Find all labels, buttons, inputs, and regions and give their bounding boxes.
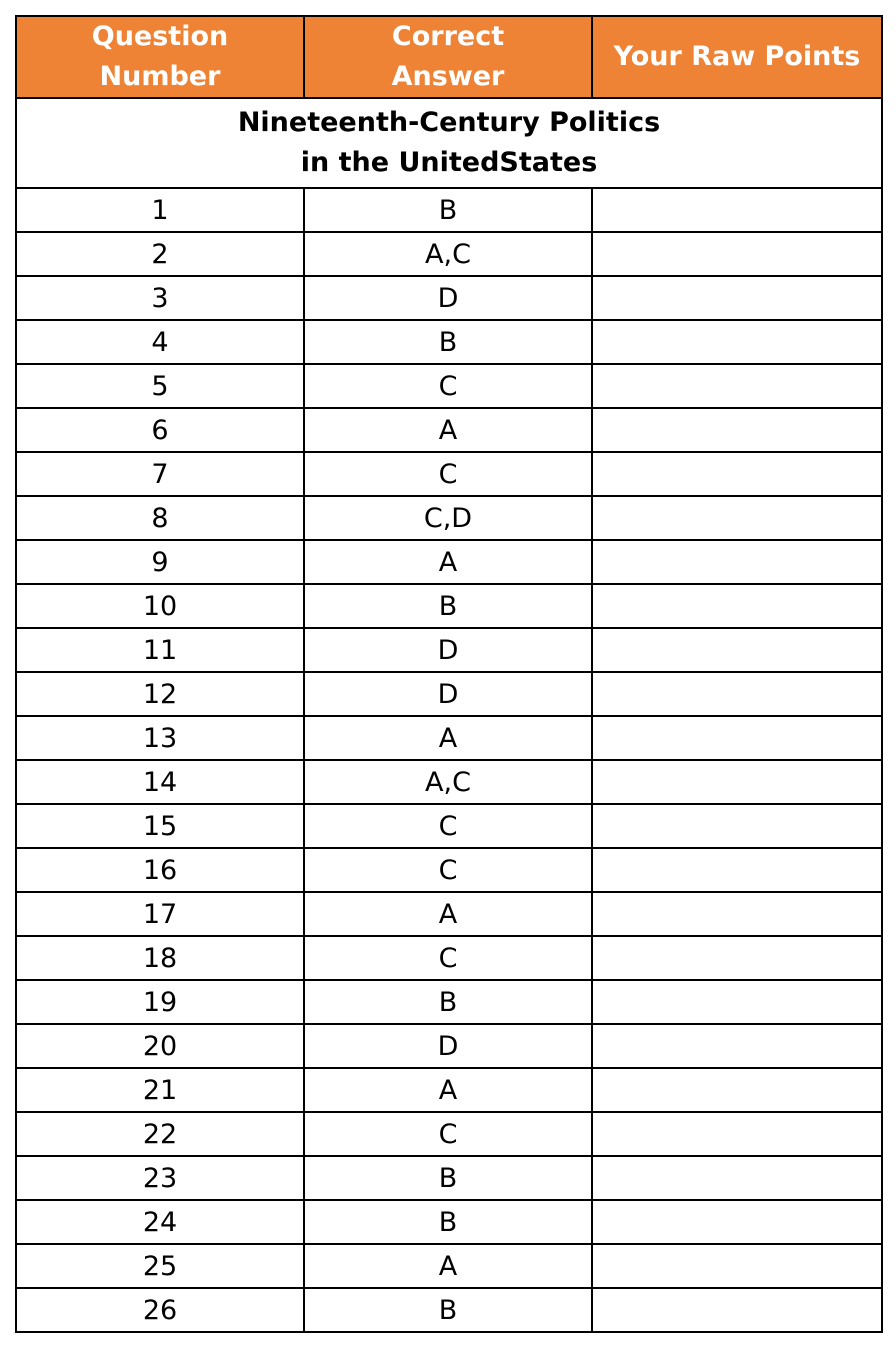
correct-answer-cell: B	[304, 188, 592, 232]
raw-points-cell[interactable]	[592, 452, 882, 496]
raw-points-cell[interactable]	[592, 1156, 882, 1200]
question-number-cell: 26	[16, 1288, 304, 1332]
raw-points-cell[interactable]	[592, 848, 882, 892]
table-row	[16, 1156, 882, 1200]
correct-answer-cell: A,C	[304, 760, 592, 804]
raw-points-cell[interactable]	[592, 364, 882, 408]
section-row	[16, 98, 882, 188]
question-number-cell: 10	[16, 584, 304, 628]
section-title-line1: Nineteenth-Century Politics	[237, 107, 661, 138]
correct-answer-cell: D	[304, 1024, 592, 1068]
table-row	[16, 1068, 882, 1112]
answer-key-table	[15, 15, 883, 1333]
raw-points-cell[interactable]	[592, 1024, 882, 1068]
header-question-number-line2: Number	[99, 61, 221, 92]
question-number-cell: 14	[16, 760, 304, 804]
question-number-cell: 13	[16, 716, 304, 760]
section-title-line2: in the UnitedStates	[300, 147, 598, 178]
header-correct-answer	[304, 16, 592, 98]
question-number-cell: 20	[16, 1024, 304, 1068]
table-row	[16, 1288, 882, 1332]
raw-points-cell[interactable]	[592, 1112, 882, 1156]
table-row	[16, 980, 882, 1024]
raw-points-cell[interactable]	[592, 1244, 882, 1288]
table-row	[16, 276, 882, 320]
raw-points-cell[interactable]	[592, 760, 882, 804]
correct-answer-cell: D	[304, 276, 592, 320]
raw-points-cell[interactable]	[592, 804, 882, 848]
question-number-cell: 1	[16, 188, 304, 232]
question-number-cell: 6	[16, 408, 304, 452]
correct-answer-cell: C	[304, 936, 592, 980]
table-row	[16, 628, 882, 672]
table-row	[16, 364, 882, 408]
question-number-cell: 22	[16, 1112, 304, 1156]
question-number-cell: 12	[16, 672, 304, 716]
raw-points-cell[interactable]	[592, 320, 882, 364]
correct-answer-cell: C	[304, 848, 592, 892]
question-number-cell: 7	[16, 452, 304, 496]
question-number-cell: 17	[16, 892, 304, 936]
correct-answer-cell: B	[304, 980, 592, 1024]
question-number-cell: 18	[16, 936, 304, 980]
raw-points-cell[interactable]	[592, 408, 882, 452]
correct-answer-cell: B	[304, 1156, 592, 1200]
correct-answer-cell: A	[304, 1068, 592, 1112]
raw-points-cell[interactable]	[592, 716, 882, 760]
table-row	[16, 584, 882, 628]
question-number-cell: 21	[16, 1068, 304, 1112]
correct-answer-cell: C	[304, 804, 592, 848]
header-raw-points: Your Raw Points	[592, 16, 882, 98]
correct-answer-cell: A	[304, 408, 592, 452]
correct-answer-cell: B	[304, 1200, 592, 1244]
table-row	[16, 760, 882, 804]
question-number-cell: 24	[16, 1200, 304, 1244]
table-row	[16, 232, 882, 276]
question-number-cell: 8	[16, 496, 304, 540]
table-row	[16, 452, 882, 496]
table-row	[16, 892, 882, 936]
table-row	[16, 188, 882, 232]
question-number-cell: 5	[16, 364, 304, 408]
raw-points-cell[interactable]	[592, 628, 882, 672]
table-row	[16, 804, 882, 848]
table-row	[16, 848, 882, 892]
correct-answer-cell: B	[304, 584, 592, 628]
question-number-cell: 23	[16, 1156, 304, 1200]
correct-answer-cell: A	[304, 1244, 592, 1288]
question-number-cell: 2	[16, 232, 304, 276]
table-row	[16, 672, 882, 716]
question-number-cell: 3	[16, 276, 304, 320]
correct-answer-cell: B	[304, 320, 592, 364]
table-row	[16, 540, 882, 584]
correct-answer-cell: B	[304, 1288, 592, 1332]
raw-points-cell[interactable]	[592, 1200, 882, 1244]
question-number-cell: 25	[16, 1244, 304, 1288]
correct-answer-cell: C,D	[304, 496, 592, 540]
correct-answer-cell: A	[304, 716, 592, 760]
raw-points-cell[interactable]	[592, 936, 882, 980]
table-row	[16, 320, 882, 364]
header-question-number	[16, 16, 304, 98]
correct-answer-cell: A,C	[304, 232, 592, 276]
header-row	[16, 16, 882, 98]
table-row	[16, 1024, 882, 1068]
raw-points-cell[interactable]	[592, 1288, 882, 1332]
correct-answer-cell: C	[304, 452, 592, 496]
header-question-number-line1: Question	[91, 21, 229, 52]
table-row	[16, 408, 882, 452]
raw-points-cell[interactable]	[592, 980, 882, 1024]
section-title	[16, 98, 882, 188]
raw-points-cell[interactable]	[592, 892, 882, 936]
question-number-cell: 11	[16, 628, 304, 672]
table-row	[16, 716, 882, 760]
correct-answer-cell: D	[304, 672, 592, 716]
table-row	[16, 1200, 882, 1244]
raw-points-cell[interactable]	[592, 188, 882, 232]
correct-answer-cell: A	[304, 540, 592, 584]
header-correct-answer-line2: Answer	[391, 61, 505, 92]
raw-points-cell[interactable]	[592, 276, 882, 320]
raw-points-cell[interactable]	[592, 584, 882, 628]
table-row	[16, 936, 882, 980]
correct-answer-cell: A	[304, 892, 592, 936]
correct-answer-cell: D	[304, 628, 592, 672]
raw-points-cell[interactable]	[592, 496, 882, 540]
question-number-cell: 15	[16, 804, 304, 848]
raw-points-cell[interactable]	[592, 232, 882, 276]
correct-answer-cell: C	[304, 364, 592, 408]
question-number-cell: 4	[16, 320, 304, 364]
header-correct-answer-line1: Correct	[391, 21, 505, 52]
question-number-cell: 9	[16, 540, 304, 584]
table-row	[16, 496, 882, 540]
table-row	[16, 1112, 882, 1156]
raw-points-cell[interactable]	[592, 540, 882, 584]
raw-points-cell[interactable]	[592, 1068, 882, 1112]
raw-points-cell[interactable]	[592, 672, 882, 716]
correct-answer-cell: C	[304, 1112, 592, 1156]
table-row	[16, 1244, 882, 1288]
question-number-cell: 19	[16, 980, 304, 1024]
question-number-cell: 16	[16, 848, 304, 892]
